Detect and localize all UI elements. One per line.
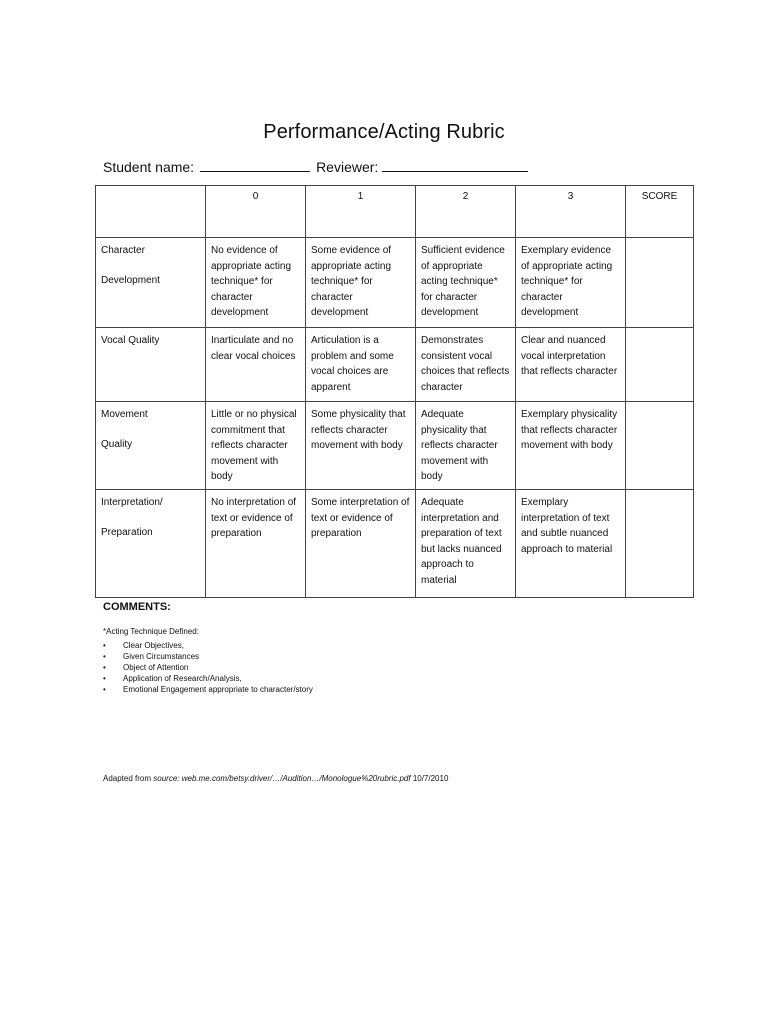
rubric-cell: Some physicality that reflects character movement with body [306, 402, 416, 490]
criterion-label: Character [101, 245, 145, 256]
name-fields [103, 159, 528, 175]
technique-list [103, 640, 313, 695]
list-item: • Emotional Engagement appropriate to character/story [103, 684, 313, 695]
criterion-cell [96, 238, 206, 328]
rubric-cell: Demonstrates consistent vocal choices that reflects character [416, 328, 516, 402]
header-row [96, 186, 694, 238]
score-cell [626, 402, 694, 490]
list-item: • Given Circumstances [103, 651, 313, 662]
table-row [96, 402, 694, 490]
rubric-cell: Articulation is a problem and some vocal choices are apparent [306, 328, 416, 402]
reviewer-blank [382, 159, 528, 172]
document-title: Performance/Acting Rubric [263, 121, 505, 143]
criterion-label: Development [101, 274, 160, 286]
rubric-cell: Sufficient evidence of appropriate acting technique* for character development [416, 238, 516, 328]
list-item: • Application of Research/Analysis, [103, 673, 313, 684]
score-cell [626, 328, 694, 402]
rubric-cell: Exemplary interpretation of text and subtle nuanced approach to material [516, 490, 626, 598]
score-cell [626, 238, 694, 328]
header-cell-3: 3 [516, 186, 626, 238]
rubric-cell: Inarticulate and no clear vocal choices [206, 328, 306, 402]
reviewer-label: Reviewer: [316, 159, 379, 175]
score-cell [626, 490, 694, 598]
header-cell-2: 2 [416, 186, 516, 238]
table-row [96, 238, 694, 328]
rubric-cell: Adequate physicality that reflects character movement with body [416, 402, 516, 490]
comments-label: COMMENTS: [103, 601, 171, 613]
rubric-cell: Exemplary evidence of appropriate acting technique* for character development [516, 238, 626, 328]
source-date: 10/7/2010 [412, 774, 449, 783]
criterion-label: Interpretation/ [101, 497, 163, 508]
rubric-cell: Some evidence of appropriate acting technique* for character development [306, 238, 416, 328]
criterion-label: Vocal Quality [101, 335, 160, 346]
student-name-label: Student name: [103, 159, 195, 175]
criterion-label: Quality [101, 438, 133, 450]
rubric-cell: Little or no physical commitment that reflects character movement with body [206, 402, 306, 490]
source-prefix: Adapted from [103, 774, 154, 783]
criterion-cell [96, 490, 206, 598]
rubric-table [95, 185, 694, 598]
source-label: source: [153, 774, 180, 783]
list-item: • Object of Attention [103, 662, 313, 673]
header-cell-criteria [96, 186, 206, 238]
rubric-cell: No interpretation of text or evidence of preparation [206, 490, 306, 598]
source-url: web.me.com/betsy.driver/…/Audition…/Monologue%20rubric.pdf [181, 774, 411, 783]
criterion-cell [96, 328, 206, 402]
rubric-cell: Exemplary physicality that reflects character movement with body [516, 402, 626, 490]
criterion-label: Preparation [101, 526, 153, 538]
criterion-cell [96, 402, 206, 490]
table-row [96, 490, 694, 598]
rubric-cell: Clear and nuanced vocal interpretation that reflects character [516, 328, 626, 402]
header-cell-1: 1 [306, 186, 416, 238]
rubric-cell: Adequate interpretation and preparation of text but lacks nuanced approach to material [416, 490, 516, 598]
source-citation [103, 774, 448, 783]
table-row [96, 328, 694, 402]
list-item: • Clear Objectives, [103, 640, 313, 651]
rubric-cell: Some interpretation of text or evidence of preparation [306, 490, 416, 598]
header-cell-score: SCORE [626, 186, 694, 238]
student-name-blank [200, 159, 310, 172]
rubric-cell: No evidence of appropriate acting technique* for character development [206, 238, 306, 328]
technique-heading: *Acting Technique Defined: [103, 627, 199, 636]
criterion-label: Movement [101, 409, 148, 420]
header-cell-0: 0 [206, 186, 306, 238]
